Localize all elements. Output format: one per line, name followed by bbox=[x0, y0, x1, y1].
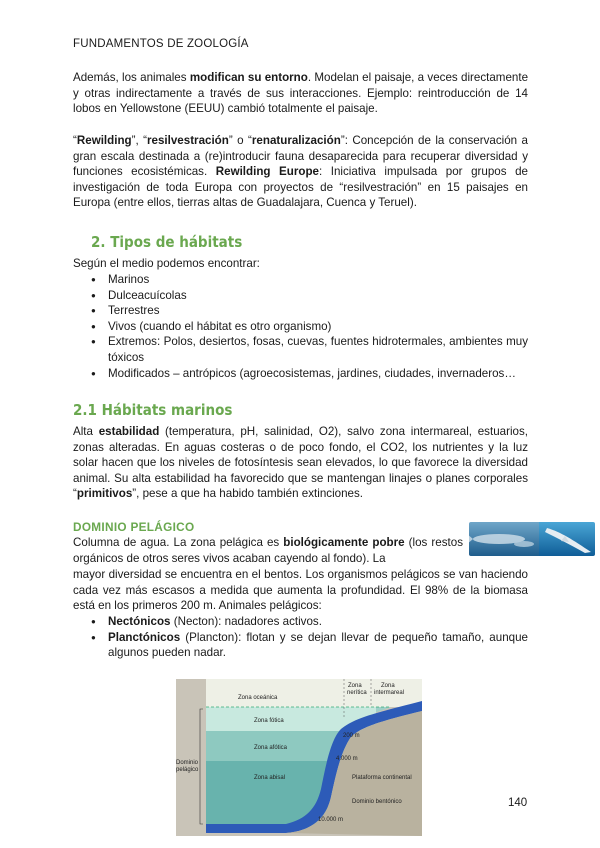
page-number: 140 bbox=[508, 797, 528, 809]
list-item: ● Terrestres bbox=[73, 303, 528, 319]
paragraph-rewilding: “Rewilding”, “resilvestración” o “renaturalización”: Concepción de la conservación a gran escala destinada a (re)introducir fauna desaparecida para recuperar diversidad y funciones ecosistémicas. Rewilding Europe: Iniciativa impulsada por grupos de investigación de toda Europa con proyectos de “resilvestración” en 15 paisajes en Europa (entre ellos, tierras altas de Guadalajara, Cuenca y Teruel). bbox=[73, 134, 528, 210]
label-200m: 200 m bbox=[343, 733, 360, 739]
habitat-types-list bbox=[73, 272, 528, 381]
label-dominio-pelagico-2: pelágico bbox=[176, 767, 199, 773]
section-heading-habitats-marinos: 2.1 Hábitats marinos bbox=[73, 401, 233, 419]
list-item: ● Modificados – antrópicos (agroecosistemas, jardines, ciudades, invernaderos… bbox=[73, 366, 528, 382]
label-zona-intermareal-1: Zona bbox=[381, 683, 395, 689]
pelagic-animals-list bbox=[73, 614, 528, 661]
list-item: ● Extremos: Polos, desiertos, fosas, cuevas, fuentes hidrotermales, ambientes muy tóxicos bbox=[73, 334, 528, 365]
section-heading-tipos-habitats: 2. Tipos de hábitats bbox=[91, 233, 243, 251]
label-dominio-bentonico: Dominio bentónico bbox=[352, 799, 402, 805]
label-zona-abisal: Zona abisal bbox=[254, 775, 286, 781]
label-dominio-pelagico-1: Dominio bbox=[176, 760, 199, 766]
label-zona-neritica-2: nerítica bbox=[347, 690, 367, 696]
section-intro: Según el medio podemos encontrar: bbox=[73, 257, 260, 270]
paragraph-dominio-pelagico-start: Columna de agua. La zona pelágica es biológicamente pobre (los restos orgánicos de otros seres vivos acaban cayendo al fondo). La bbox=[73, 536, 463, 565]
label-zona-afotica: Zona afótica bbox=[254, 745, 288, 751]
list-item: ● Nectónicos (Necton): nadadores activos. bbox=[73, 614, 528, 630]
label-4000m: 4.000 m bbox=[336, 756, 358, 762]
list-item: ● Vivos (cuando el hábitat es otro organismo) bbox=[73, 319, 528, 335]
label-zona-neritica-1: Zona bbox=[348, 683, 362, 689]
pelagic-animals-photo bbox=[469, 522, 595, 556]
subheading-dominio-pelagico: DOMINIO PELÁGICO bbox=[73, 520, 195, 534]
label-zona-fotica: Zona fótica bbox=[254, 718, 284, 724]
paragraph-habitats-marinos: Alta estabilidad (temperatura, pH, salinidad, O2), salvo zona intermareal, estuarios, zonas alteradas. En aguas costeras o de poco fondo, el CO2, los nutrientes y la luz solar hacen que los niveles de fotosíntesis sean elevados, lo que favorece la diversidad animal. Su alta estabilidad ha favorecido que se mantengan linajes o planes corporales “primitivos”, pese a que ha habido también extinciones. bbox=[73, 425, 528, 501]
paragraph-entorno: Además, los animales modifican su entorno. Modelan el paisaje, a veces directamente y otras indirectamente a través de sus interacciones. Ejemplo: reintroducción de 14 lobos en Yellowstone (EEUU) cambió totalmente el paisaje. bbox=[73, 71, 529, 116]
label-zona-intermareal-2: intermareal bbox=[374, 690, 405, 696]
running-header: FUNDAMENTOS DE ZOOLOGÍA bbox=[73, 38, 249, 50]
ocean-zones-diagram bbox=[176, 679, 422, 836]
label-plataforma-continental: Plataforma continental bbox=[352, 775, 412, 781]
whale-illustration bbox=[469, 522, 595, 556]
label-zona-oceanica: Zona oceánica bbox=[238, 695, 278, 701]
paragraph-dominio-pelagico-cont: mayor diversidad se encuentra en el bentos. Los organismos pelágicos se van haciendo cada vez más escasos a medida que aumenta la profundidad. El 98% de la biomasa está en los primeros 200 m. Animales pelágicos: bbox=[73, 568, 528, 613]
list-item: ● Dulceacuícolas bbox=[73, 288, 528, 304]
list-item: ● Marinos bbox=[73, 272, 528, 288]
list-item: ● Planctónicos (Plancton): flotan y se dejan llevar de pequeño tamaño, aunque algunos pueden nadar. bbox=[73, 630, 528, 661]
label-10000m: 10.000 m bbox=[318, 817, 344, 823]
